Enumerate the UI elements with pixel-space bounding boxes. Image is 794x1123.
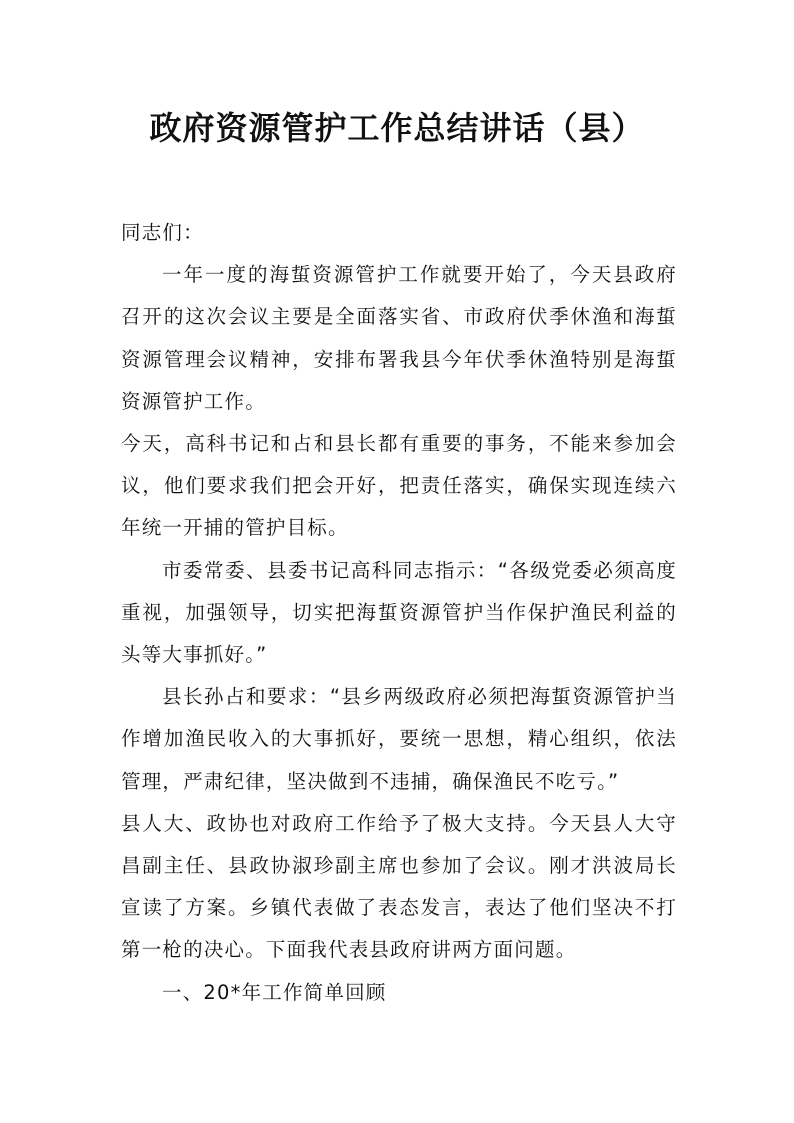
section-heading-review: 一、20*年工作简单回顾 [162,980,387,1004]
paragraph-leaders-absent: 今天，高科书记和占和县长都有重要的事务，不能来参加会议，他们要求我们把会开好，把责任落实，确保实现连续六年统一开捕的管护目标。 [121,432,677,540]
salutation: 同志们： [121,221,204,244]
paragraph-county-head-requirement: 县长孙占和要求：“县乡两级政府必须把海蜇资源管护当作增加渔民收入的大事抓好，要统一思想，精心组织，依法管理，严肃纪律，坚决做到不违捕，确保渔民不吃亏。” [121,685,677,793]
document-body [121,212,677,1014]
document-title: 政府资源管护工作总结讲话（县） [149,109,645,147]
paragraph-meeting-intro: 一年一度的海蜇资源管护工作就要开始了，今天县政府召开的这次会议主要是全面落实省、市政府伏季休渔和海蜇资源管理会议精神，安排布署我县今年伏季休渔特别是海蜇资源管护工作。 [121,263,677,413]
paragraph-secretary-instruction: 市委常委、县委书记高科同志指示：“各级党委必须高度重视，加强领导，切实把海蜇资源管护当作保护渔民利益的头等大事抓好。” [121,558,677,667]
paragraph-support: 县人大、政协也对政府工作给予了极大支持。今天县人大守昌副主任、县政协淑珍副主席也参加了会议。刚才洪波局长宣读了方案。乡镇代表做了表态发言，表达了他们坚决不打第一枪的决心。下面我代表县政府讲两方面问题。 [121,811,677,962]
